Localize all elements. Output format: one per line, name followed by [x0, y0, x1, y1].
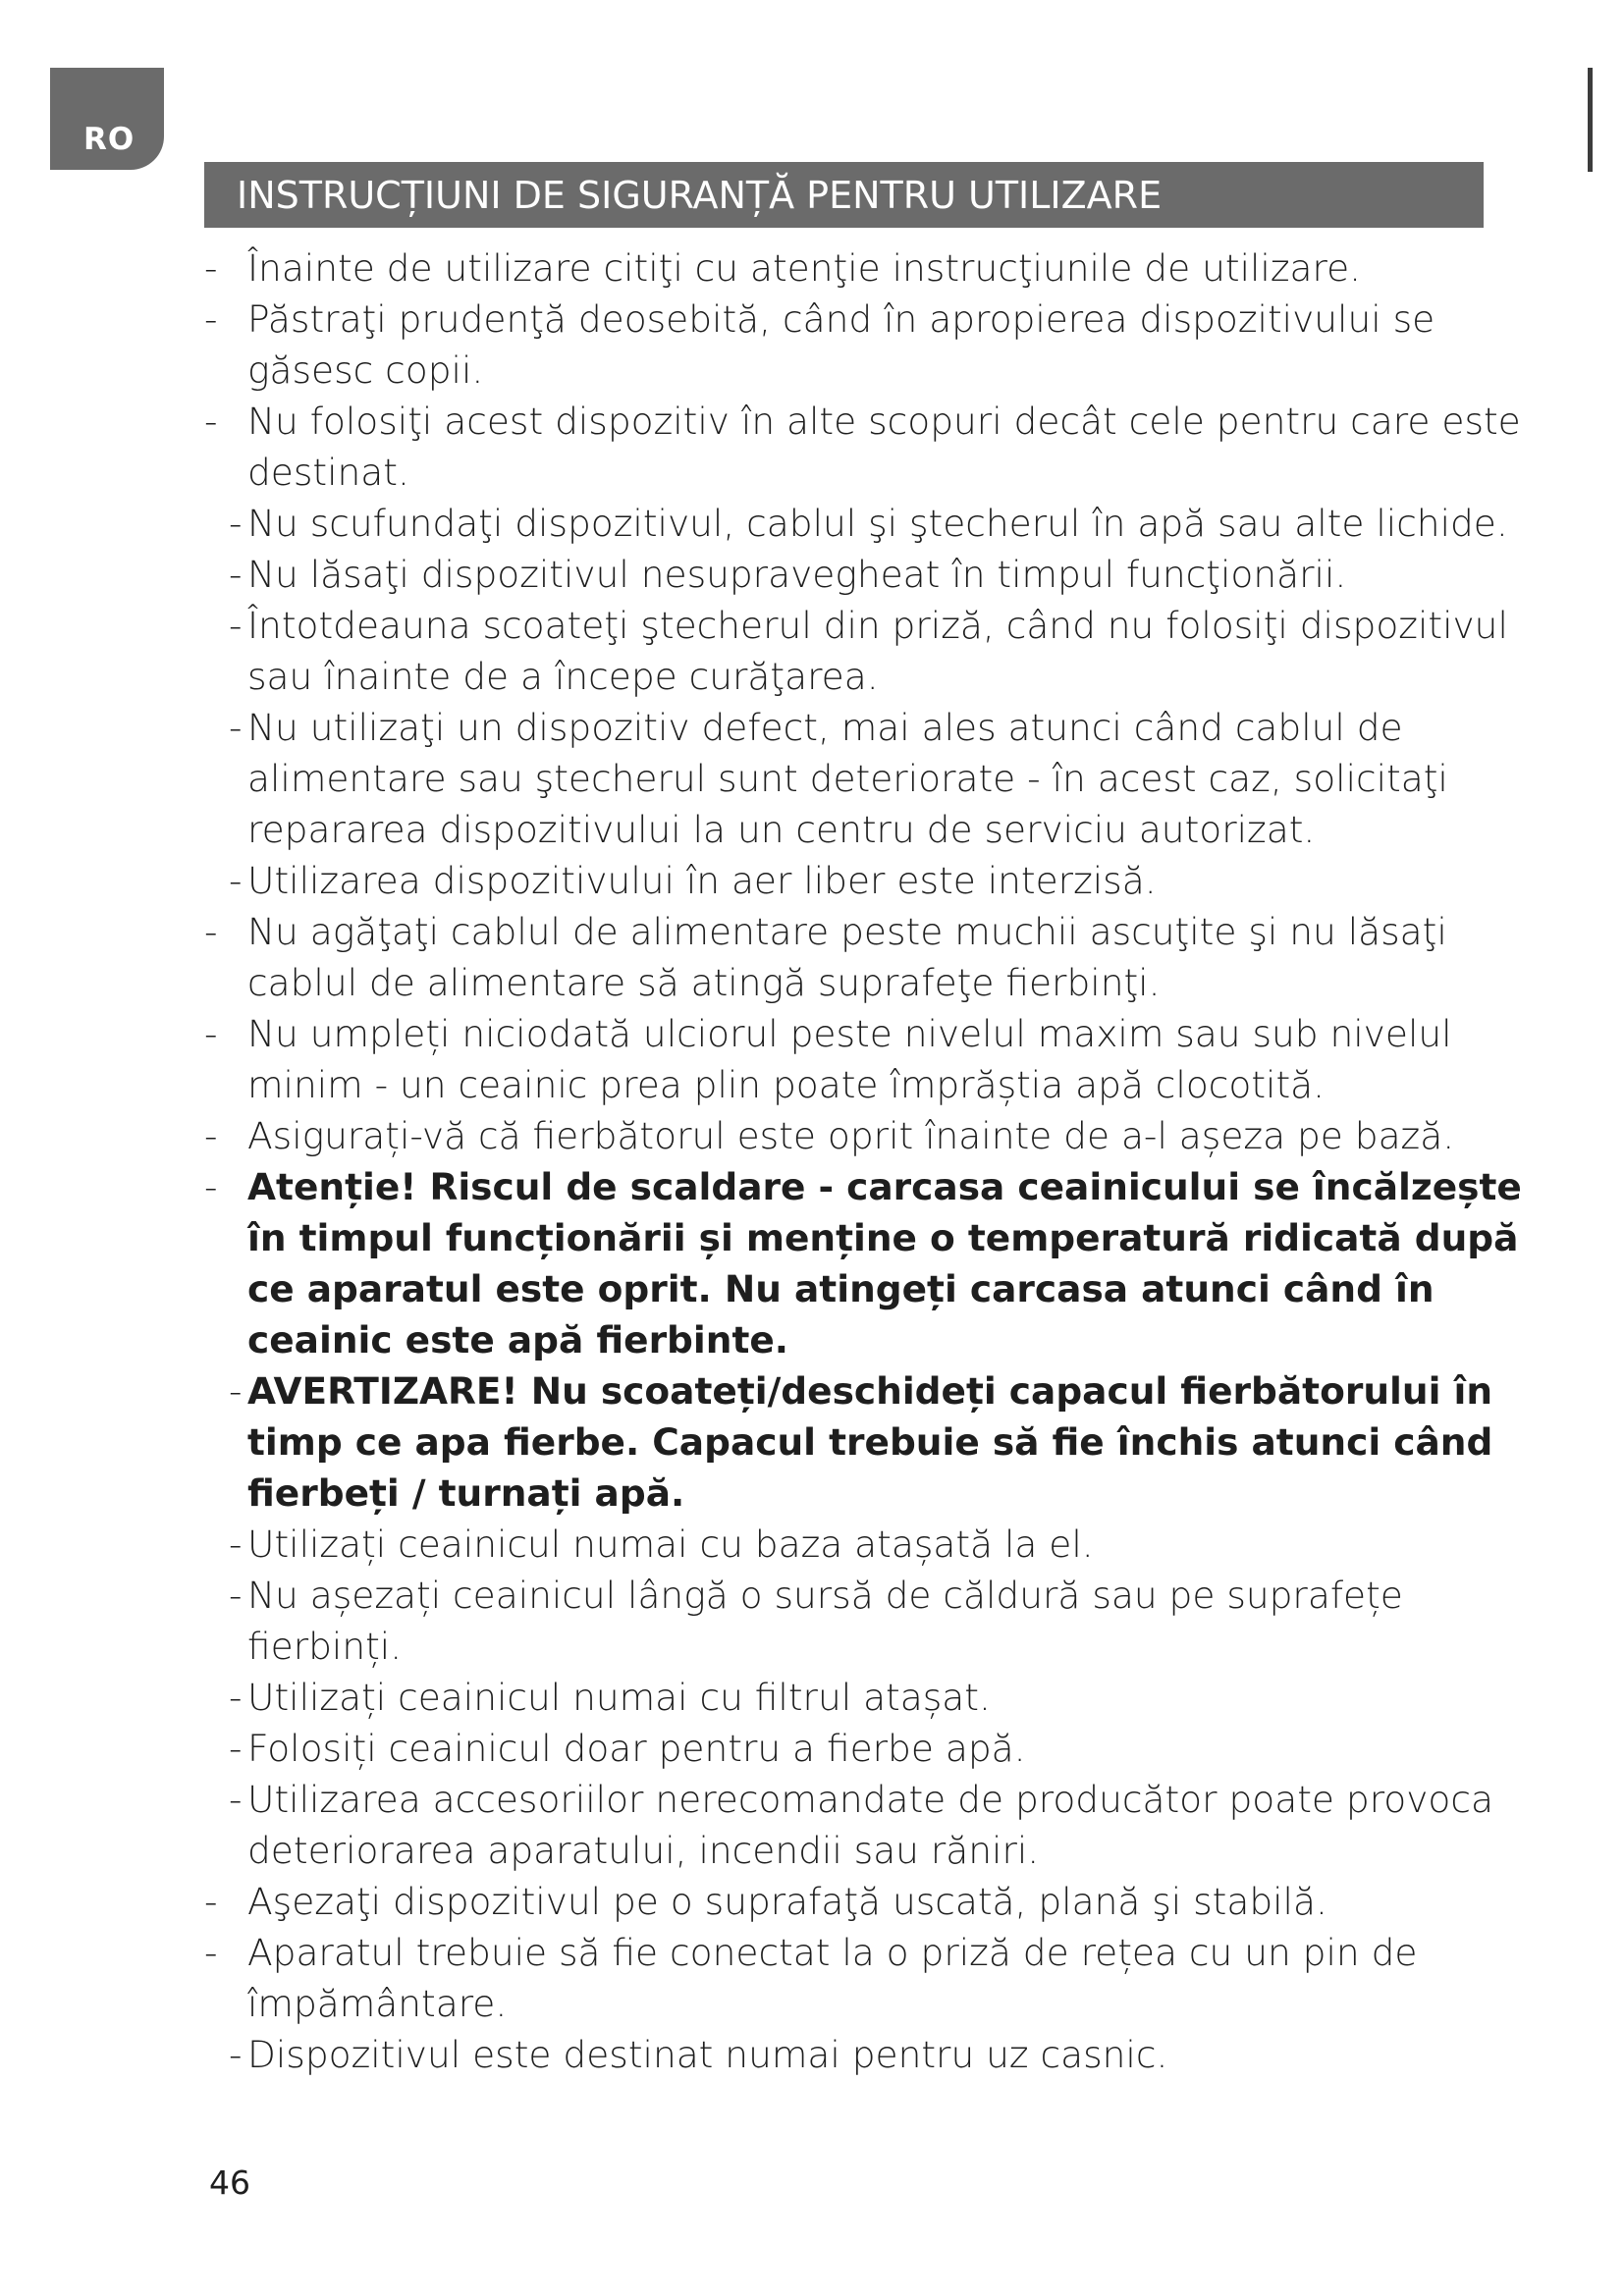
- list-item-text: Nu scufundaţi dispozitivul, cablul şi ştecherul în apă sau alte lichide.: [247, 502, 1508, 545]
- list-dash: -: [229, 706, 243, 749]
- list-dash: -: [229, 2033, 243, 2076]
- list-item-text: Întotdeauna scoateţi ştecherul din priză, când nu folosiţi dispozitivul sau înainte de a începe curăţarea.: [247, 604, 1508, 698]
- list-item: [196, 498, 1532, 549]
- list-dash: -: [229, 604, 243, 647]
- list-item: [196, 396, 1532, 498]
- list-item: [196, 855, 1532, 906]
- list-item-text: Aşezaţi dispozitivul pe o suprafaţă uscată, plană şi stabilă.: [247, 1880, 1327, 1923]
- list-item-text: Folosiți ceainicul doar pentru a fierbe apă.: [247, 1727, 1026, 1770]
- list-item: [196, 1008, 1532, 1110]
- list-item: [196, 1723, 1532, 1774]
- list-item: [196, 906, 1532, 1008]
- list-item-warning: [196, 1161, 1532, 1365]
- list-item-text: Utilizați ceainicul numai cu filtrul atașat.: [247, 1676, 991, 1719]
- page-number: 46: [209, 2163, 250, 2202]
- list-dash: -: [229, 1522, 243, 1566]
- list-item-text: Nu agăţaţi cablul de alimentare peste muchii ascuţite şi nu lăsaţi cablul de alimentare să atingă suprafeţe fierbinţi.: [247, 910, 1447, 1004]
- list-dash: -: [229, 553, 243, 596]
- list-item-text: Nu așezați ceainicul lângă o sursă de căldură sau pe suprafețe fierbinți.: [247, 1574, 1403, 1668]
- list-item: [196, 1672, 1532, 1723]
- page-edge-line: [1588, 68, 1593, 172]
- list-item-text: Aparatul trebuie să fie conectat la o priză de rețea cu un pin de împământare.: [247, 1931, 1418, 2025]
- list-dash: -: [229, 1369, 243, 1413]
- list-dash: -: [204, 1931, 218, 1974]
- list-item-text: AVERTIZARE! Nu scoateți/deschideți capacul fierbătorului în timp ce apa fierbe. Capacul trebuie să fie închis atunci când fierbeți / turnați apă.: [247, 1369, 1493, 1515]
- list-item: [196, 702, 1532, 855]
- list-item: [196, 549, 1532, 600]
- list-item-text: Utilizarea dispozitivului în aer liber este interzisă.: [247, 859, 1157, 902]
- list-item-text: Nu lăsaţi dispozitivul nesupravegheat în timpul funcţionării.: [247, 553, 1347, 596]
- list-item-text: Nu folosiţi acest dispozitiv în alte scopuri decât cele pentru care este destinat.: [247, 400, 1521, 494]
- list-item: [196, 2029, 1532, 2080]
- list-item-text: Nu umpleți niciodată ulciorul peste nivelul maxim sau sub nivelul minim - un ceainic prea plin poate împrăștia apă clocotită.: [247, 1012, 1452, 1106]
- list-dash: -: [204, 1012, 218, 1055]
- list-dash: -: [204, 1880, 218, 1923]
- list-item: [196, 1570, 1532, 1672]
- list-item: [196, 1519, 1532, 1570]
- list-item: [196, 600, 1532, 702]
- list-dash: -: [204, 400, 218, 443]
- list-item-text: Utilizați ceainicul numai cu baza atașată la el.: [247, 1522, 1094, 1566]
- section-title: INSTRUCȚIUNI DE SIGURANȚĂ PENTRU UTILIZARE: [237, 174, 1163, 217]
- list-item: [196, 1110, 1532, 1161]
- list-dash: -: [229, 1727, 243, 1770]
- list-item-text: Asigurați-vă că fierbătorul este oprit înainte de a-l așeza pe bază.: [247, 1114, 1455, 1157]
- list-item: [196, 1927, 1532, 2029]
- list-dash: -: [229, 859, 243, 902]
- instructions-list: [196, 242, 1532, 2080]
- list-item-warning: [196, 1365, 1532, 1519]
- list-dash: -: [229, 1574, 243, 1617]
- list-dash: -: [204, 910, 218, 953]
- list-item-text: Atenție! Riscul de scaldare - carcasa ceainicului se încălzește în timpul funcționării și menține o temperatură ridicată după ce aparatul este oprit. Nu atingeți carcasa atunci când în ceainic este apă fierbinte.: [247, 1165, 1522, 1362]
- list-dash: -: [229, 1778, 243, 1821]
- language-label: RO: [83, 122, 135, 157]
- list-dash: -: [204, 297, 218, 341]
- list-item-text: Dispozitivul este destinat numai pentru uz casnic.: [247, 2033, 1168, 2076]
- list-item-text: Înainte de utilizare citiţi cu atenţie instrucţiunile de utilizare.: [247, 246, 1362, 290]
- list-dash: -: [204, 246, 218, 290]
- list-dash: -: [229, 502, 243, 545]
- list-dash: -: [204, 1114, 218, 1157]
- list-item-text: Păstraţi prudenţă deosebită, când în apropierea dispozitivului se găsesc copii.: [247, 297, 1435, 392]
- list-item: [196, 242, 1532, 294]
- list-item: [196, 294, 1532, 396]
- list-dash: -: [204, 1165, 218, 1208]
- list-item-text: Nu utilizaţi un dispozitiv defect, mai ales atunci când cablul de alimentare sau ştecherul sunt deteriorate - în acest caz, solicitaţi repararea dispozitivului la un centru de serviciu autorizat.: [247, 706, 1448, 851]
- list-item: [196, 1774, 1532, 1876]
- list-item-text: Utilizarea accesoriilor nerecomandate de producător poate provoca deteriorarea aparatului, incendii sau răniri.: [247, 1778, 1493, 1872]
- list-item: [196, 1876, 1532, 1927]
- list-dash: -: [229, 1676, 243, 1719]
